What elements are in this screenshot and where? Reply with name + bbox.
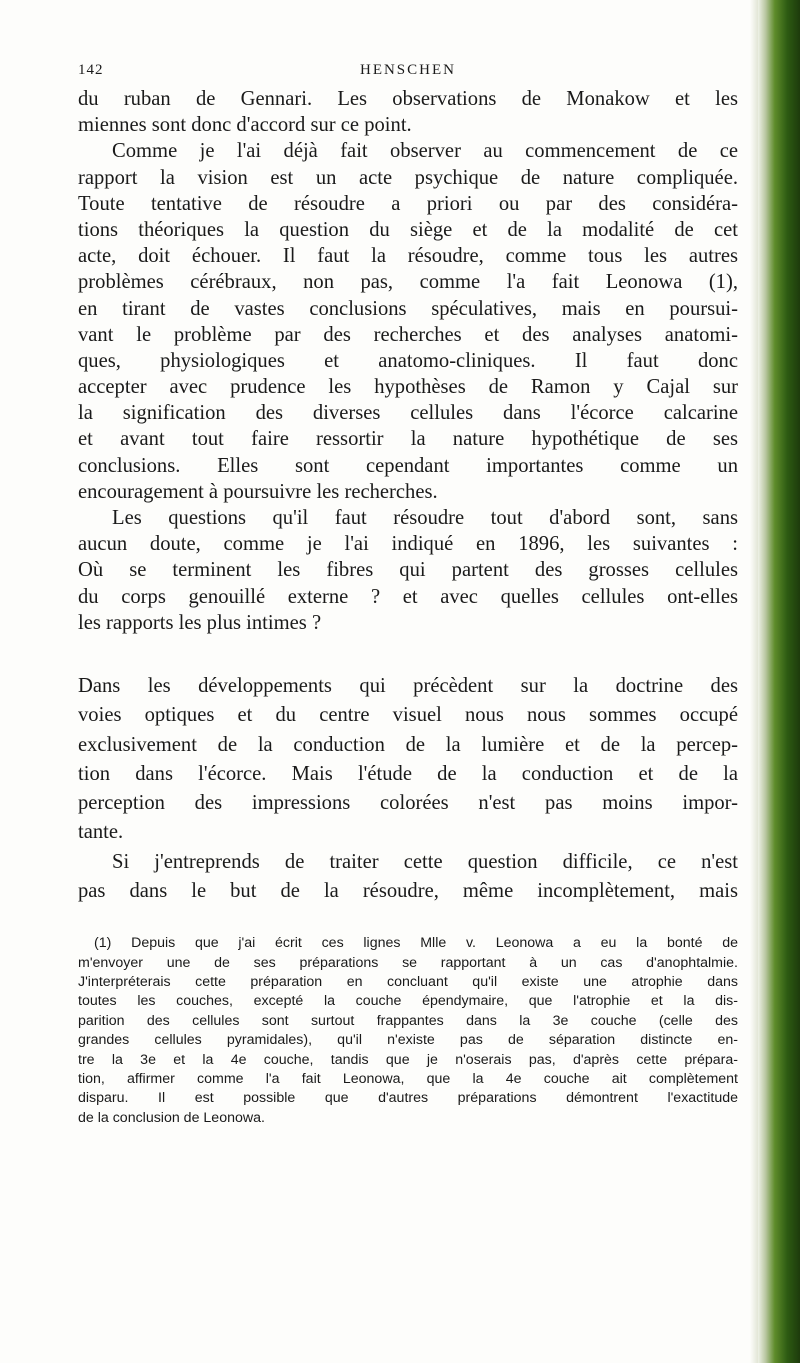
text-line: les rapports les plus intimes ? [78, 611, 322, 634]
footnote-line: tion, affirmer comme l'a fait Leonowa, que la 4e couche ait complètement [78, 1071, 738, 1088]
page-header [78, 62, 738, 82]
text-line: en tirant de vastes conclusions spéculatives, mais en poursui- [78, 297, 738, 320]
text-line: voies optiques et du centre visuel nous nous sommes occupé [78, 704, 738, 727]
footnote-line: toutes les couches, excepté la couche épendymaire, que l'atrophie et la dis- [78, 993, 738, 1010]
text-line: aucun doute, comme je l'ai indiqué en 1896, les suivantes : [78, 533, 738, 556]
text-line: Toute tentative de résoudre a priori ou par des considéra- [78, 192, 738, 215]
text-line: Comme je l'ai déjà fait observer au commencement de ce [112, 140, 738, 163]
text-line: du corps genouillé externe ? et avec quelles cellules ont-elles [78, 585, 738, 608]
text-line: perception des impressions colorées n'est pas moins impor- [78, 792, 738, 815]
book-binding-edge [758, 0, 800, 1363]
text-line: miennes sont donc d'accord sur ce point. [78, 114, 412, 137]
footnote-line: disparu. Il est possible que d'autres préparations démontrent l'exactitude [78, 1090, 738, 1107]
text-line: acte, doit échouer. Il faut la résoudre, comme tous les autres [78, 245, 738, 268]
section-gap [78, 636, 738, 672]
text-line: accepter avec prudence les hypothèses de Ramon y Cajal sur [78, 376, 738, 399]
text-line: vant le problème par des recherches et des analyses anatomi- [78, 323, 738, 346]
body-text [78, 86, 738, 1128]
footnote-line: grandes cellules pyramidales), qu'il n'existe pas de séparation distincte en- [78, 1032, 738, 1049]
text-line: Les questions qu'il faut résoudre tout d'abord sont, sans [112, 507, 738, 529]
text-line: Où se terminent les fibres qui partent des grosses cellules [78, 559, 738, 582]
page-number: 142 [78, 62, 104, 78]
page-edge-shadow [750, 0, 758, 1363]
text-line: la signification des diverses cellules dans l'écorce calcarine [78, 402, 738, 425]
text-line: ques, physiologiques et anatomo-cliniques. Il faut donc [78, 349, 738, 372]
footnote-line: de la conclusion de Leonowa. [78, 1109, 265, 1126]
paragraph-2 [78, 672, 738, 906]
footnote-line: m'envoyer une de ses préparations se rapportant à un cas d'anophtalmie. [78, 954, 738, 971]
footnote-line: J'interpréterais cette préparation en concluant qu'il existe une atrophie dans [78, 974, 738, 991]
footnote-line: tre la 3e et la 4e couche, tandis que je n'oserais pas, d'après cette prépara- [78, 1051, 738, 1068]
footnote-line: parition des cellules sont surtout frappantes dans la 3e couche (celle des [78, 1012, 738, 1029]
text-line: Si j'entreprends de traiter cette question difficile, ce n'est [112, 850, 738, 873]
text-line: exclusivement de la conduction de la lumière et de la percep- [78, 733, 738, 756]
footnote [78, 934, 738, 1128]
text-line: Dans les développements qui précèdent sur la doctrine des [78, 674, 738, 697]
text-line: tante. [78, 821, 124, 844]
text-line: problèmes cérébraux, non pas, comme l'a fait Leonowa (1), [78, 271, 738, 294]
text-line: conclusions. Elles sont cependant importantes comme un [78, 454, 738, 477]
text-line: du ruban de Gennari. Les observations de Monakow et les [78, 88, 738, 110]
footnote-line: (1) Depuis que j'ai écrit ces lignes Mlle v. Leonowa a eu la bonté de [94, 935, 738, 952]
text-line: et avant tout faire ressortir la nature hypothétique de ses [78, 428, 738, 451]
text-line: encouragement à poursuivre les recherches. [78, 480, 438, 503]
text-line: pas dans le but de la résoudre, même incomplètement, mais [78, 880, 738, 903]
text-line: rapport la vision est un acte psychique de nature compliquée. [78, 166, 738, 189]
text-line: tion dans l'écorce. Mais l'étude de la conduction et de la [78, 762, 738, 785]
text-line: tions théoriques la question du siège et de la modalité de cet [78, 218, 738, 241]
running-head: HENSCHEN [359, 62, 456, 78]
paragraph-1 [78, 86, 738, 636]
